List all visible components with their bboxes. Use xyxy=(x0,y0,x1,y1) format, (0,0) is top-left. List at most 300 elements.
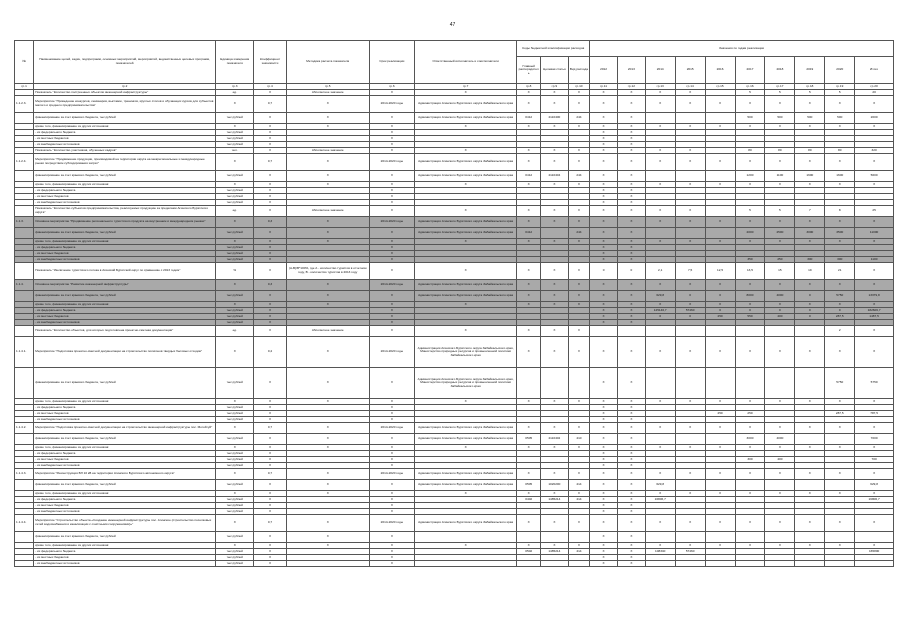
column-number-cell: гр.9 xyxy=(540,84,568,90)
table-cell: X xyxy=(254,368,286,399)
row-name: - из местных бюджетов xyxy=(34,251,216,257)
table-cell: X xyxy=(855,491,894,497)
table-cell: 0 xyxy=(705,291,735,302)
table-cell xyxy=(540,228,568,239)
table-cell: 0412 xyxy=(517,228,541,239)
header-year: 2014 xyxy=(645,57,675,84)
table-cell: Администрация Агинского Бурятского округа Забайкальского края, Министерство природных ресурсов и промышленной политики Забайкальского края xyxy=(414,337,517,368)
table-cell: X xyxy=(369,148,414,154)
table-cell: 4000 xyxy=(765,291,795,302)
table-cell: X xyxy=(286,434,369,445)
column-number-cell: гр.8 xyxy=(517,84,541,90)
table-cell: X xyxy=(645,337,675,368)
table-cell: X xyxy=(414,148,517,154)
column-number-cell: гр.13 xyxy=(645,84,675,90)
table-cell: X xyxy=(645,154,675,171)
row-name: - из местных бюджетов xyxy=(34,457,216,463)
table-cell: X xyxy=(675,148,705,154)
row-name: Показатель "Количество участников, обученных кадров" xyxy=(34,148,216,154)
table-cell: X xyxy=(765,154,795,171)
table-cell: X xyxy=(617,188,645,194)
row-name: Мероприятие "Продвижение продукции, производимой на территории округа на межрегиональные и международные рынки посредством субсидирования затрат" xyxy=(34,154,216,171)
table-cell xyxy=(675,228,705,239)
table-cell: X xyxy=(617,320,645,326)
table-cell: 5750 xyxy=(855,368,894,399)
table-cell: X xyxy=(517,124,541,130)
table-row xyxy=(15,561,894,567)
row-name: кроме того, финансирование из других источников: xyxy=(34,239,216,245)
table-cell xyxy=(795,434,825,445)
table-cell: 500 xyxy=(795,113,825,124)
table-cell: X xyxy=(705,491,735,497)
table-cell: X xyxy=(369,263,414,280)
table-cell xyxy=(705,532,735,543)
table-cell: X xyxy=(568,96,589,113)
table-cell: 0 xyxy=(795,308,825,314)
table-row xyxy=(15,291,894,302)
table-body xyxy=(15,90,894,567)
table-cell: X xyxy=(568,206,589,217)
column-number-cell: гр.5 xyxy=(286,84,369,90)
table-cell: X xyxy=(590,469,618,480)
table-cell: X xyxy=(617,206,645,217)
table-cell: X xyxy=(215,239,253,245)
table-cell: 629,8 xyxy=(645,480,675,491)
table-cell: X xyxy=(645,217,675,228)
table-cell: X xyxy=(254,171,286,182)
table-cell: 80 xyxy=(795,148,825,154)
table-cell xyxy=(705,171,735,182)
table-cell xyxy=(795,480,825,491)
row-name: финансирование за счет краевого бюджета, тыс.рублей xyxy=(34,434,216,445)
table-cell: X xyxy=(517,96,541,113)
table-cell: X xyxy=(617,491,645,497)
table-cell: тыс.рублей xyxy=(215,555,253,561)
table-cell: 500 xyxy=(735,113,765,124)
table-cell: X xyxy=(617,463,645,469)
program-table xyxy=(14,40,894,567)
table-cell: X xyxy=(855,263,894,280)
table-row xyxy=(15,480,894,491)
table-cell: чел. xyxy=(215,148,253,154)
table-cell: X xyxy=(795,337,825,368)
table-cell: X xyxy=(855,124,894,130)
table-cell: X xyxy=(617,280,645,291)
table-cell: X xyxy=(825,96,855,113)
table-cell: 0 xyxy=(675,314,705,320)
header-method: Методика расчета показателя xyxy=(286,41,369,84)
table-cell: 13,5 xyxy=(735,263,765,280)
table-cell: X xyxy=(540,148,568,154)
table-cell: X xyxy=(540,337,568,368)
table-cell: X xyxy=(617,136,645,142)
table-cell: X xyxy=(568,326,589,337)
table-cell: X xyxy=(735,337,765,368)
table-row xyxy=(15,217,894,228)
table-cell: 500 xyxy=(765,113,795,124)
table-cell: X xyxy=(765,302,795,308)
table-cell: X xyxy=(675,423,705,434)
table-cell: X xyxy=(795,445,825,451)
table-cell: тыс.рублей xyxy=(215,257,253,263)
table-cell: X xyxy=(540,302,568,308)
table-cell: тыс.рублей xyxy=(215,245,253,251)
table-cell: X xyxy=(765,124,795,130)
table-cell: X xyxy=(517,206,541,217)
table-cell: X xyxy=(617,561,645,567)
table-cell: X xyxy=(705,445,735,451)
table-cell: X xyxy=(590,445,618,451)
table-cell: 0 xyxy=(795,291,825,302)
table-cell: X xyxy=(568,182,589,188)
table-cell: 0 xyxy=(765,308,795,314)
table-cell xyxy=(735,480,765,491)
table-cell: X xyxy=(590,154,618,171)
table-cell xyxy=(855,561,894,567)
table-cell: 19 xyxy=(795,263,825,280)
row-name: - из внебюджетных источников xyxy=(34,463,216,469)
header-year: 2018 xyxy=(765,57,795,84)
table-cell: X xyxy=(617,337,645,368)
row-name: - из федерального бюджета xyxy=(34,130,216,136)
table-cell: 0,4 xyxy=(254,337,286,368)
row-name: Мероприятие "Подготовка проектно-сметной документации на строительство инженерной инфраструктуры пос. Могойтуй" xyxy=(34,423,216,434)
table-cell: X xyxy=(540,280,568,291)
table-cell: X xyxy=(617,245,645,251)
table-cell: X xyxy=(617,497,645,503)
table-cell xyxy=(568,368,589,399)
table-cell: X xyxy=(414,239,517,245)
table-cell: X xyxy=(675,90,705,96)
table-cell: тыс.рублей xyxy=(215,411,253,417)
table-cell: X xyxy=(414,399,517,405)
table-cell: Администрация Агинского Бурятского округа Забайкальского края xyxy=(414,469,517,480)
table-cell: X xyxy=(254,124,286,130)
table-cell: X xyxy=(617,217,645,228)
table-cell: 244 xyxy=(568,228,589,239)
table-cell: X xyxy=(825,469,855,480)
table-cell: X xyxy=(590,148,618,154)
table-cell: 0 xyxy=(617,263,645,280)
table-cell: 5 xyxy=(735,90,765,96)
table-cell xyxy=(825,561,855,567)
table-cell: X xyxy=(286,96,369,113)
table-cell: X xyxy=(286,515,369,532)
column-number-cell: гр.3 xyxy=(215,84,253,90)
table-cell: 5 xyxy=(765,206,795,217)
table-cell: X xyxy=(517,337,541,368)
table-cell: 1485214 xyxy=(540,549,568,555)
table-cell: X xyxy=(568,124,589,130)
table-cell: X xyxy=(617,314,645,320)
column-number-cell: гр.1 xyxy=(15,84,34,90)
table-cell: X xyxy=(617,182,645,188)
table-cell: X xyxy=(517,423,541,434)
table-cell: X xyxy=(540,239,568,245)
table-cell xyxy=(735,326,765,337)
table-cell: X xyxy=(855,182,894,188)
table-cell: Администрация Агинского Бурятского округа Забайкальского края xyxy=(414,96,517,113)
table-cell: X xyxy=(675,491,705,497)
table-cell: X xyxy=(215,491,253,497)
table-cell: X xyxy=(215,217,253,228)
row-code: 1.1.4.2. xyxy=(15,423,34,434)
table-cell xyxy=(286,561,369,567)
table-cell: 350 xyxy=(735,257,765,263)
table-cell: X xyxy=(517,445,541,451)
header-year: 2013 xyxy=(617,57,645,84)
table-cell: тыс.рублей xyxy=(215,480,253,491)
table-cell: тыс.рублей xyxy=(215,113,253,124)
table-cell: X xyxy=(590,142,618,148)
table-cell: тыс.рублей xyxy=(215,320,253,326)
table-cell xyxy=(795,532,825,543)
table-cell: 0412 xyxy=(517,171,541,182)
table-cell: Администрация Агинского Бурятского округа Забайкальского края xyxy=(414,291,517,302)
table-cell: X xyxy=(286,399,369,405)
table-cell: X xyxy=(617,142,645,148)
table-cell: X xyxy=(590,194,618,200)
table-cell: 0,7 xyxy=(254,515,286,532)
table-cell: 1100 xyxy=(855,257,894,263)
table-cell xyxy=(517,561,541,567)
table-cell: X xyxy=(254,532,286,543)
table-cell: 414 xyxy=(568,497,589,503)
column-number-cell: гр.6 xyxy=(369,84,414,90)
table-cell: X xyxy=(795,469,825,480)
row-code: 1.1.2.4. xyxy=(15,154,34,171)
table-cell: X xyxy=(414,445,517,451)
table-cell: X xyxy=(825,302,855,308)
table-cell: X xyxy=(286,491,369,497)
table-cell xyxy=(825,434,855,445)
table-cell: X xyxy=(568,90,589,96)
row-name: - из местных бюджетов xyxy=(34,136,216,142)
table-cell: X xyxy=(517,515,541,532)
table-cell: 12,5 xyxy=(705,263,735,280)
table-cell: X xyxy=(215,469,253,480)
table-cell xyxy=(795,326,825,337)
row-code xyxy=(15,263,34,280)
table-cell: X xyxy=(254,561,286,567)
table-cell: X xyxy=(765,280,795,291)
table-cell: 0,7 xyxy=(254,469,286,480)
table-cell: 5600 xyxy=(855,171,894,182)
table-cell: 20 xyxy=(855,90,894,96)
table-cell: X xyxy=(254,148,286,154)
table-cell: 414 xyxy=(568,549,589,555)
row-name: - из федерального бюджета xyxy=(34,549,216,555)
table-cell xyxy=(645,228,675,239)
table-cell: X xyxy=(369,257,414,263)
table-cell: 11000 xyxy=(855,228,894,239)
table-cell xyxy=(645,532,675,543)
table-cell: X xyxy=(286,543,369,549)
table-cell: X xyxy=(590,434,618,445)
table-cell xyxy=(568,532,589,543)
table-cell: X xyxy=(675,302,705,308)
table-cell: 0 xyxy=(825,308,855,314)
table-cell: X xyxy=(675,124,705,130)
table-cell: X xyxy=(286,113,369,124)
table-cell: X xyxy=(369,239,414,245)
table-cell: 1200 xyxy=(735,171,765,182)
table-cell xyxy=(517,368,541,399)
table-cell: X xyxy=(825,337,855,368)
table-cell: Абсолютное значение xyxy=(286,206,369,217)
table-cell: X xyxy=(617,251,645,257)
column-number-cell: гр.19 xyxy=(825,84,855,90)
table-cell: тыс.рублей xyxy=(215,463,253,469)
column-number-cell: гр.17 xyxy=(765,84,795,90)
table-cell: X xyxy=(254,405,286,411)
table-cell: тыс.рублей xyxy=(215,509,253,515)
table-cell: X xyxy=(590,251,618,257)
row-name: финансирование за счет краевого бюджета, тыс.рублей xyxy=(34,480,216,491)
table-cell: X xyxy=(590,171,618,182)
table-cell: X xyxy=(254,142,286,148)
table-cell: X xyxy=(675,399,705,405)
table-cell xyxy=(675,368,705,399)
table-cell: X xyxy=(795,239,825,245)
table-cell: X xyxy=(540,423,568,434)
table-cell: X xyxy=(795,399,825,405)
table-cell: X xyxy=(645,302,675,308)
table-row xyxy=(15,434,894,445)
table-cell: X xyxy=(254,509,286,515)
table-cell: X xyxy=(795,515,825,532)
table-cell: 2110402 xyxy=(540,434,568,445)
table-cell: X xyxy=(825,154,855,171)
table-cell: 2500 xyxy=(765,228,795,239)
table-cell xyxy=(765,561,795,567)
table-cell xyxy=(735,368,765,399)
table-cell: 0,3 xyxy=(254,217,286,228)
table-cell: Администрация Агинского Бурятского округа Забайкальского края xyxy=(414,280,517,291)
table-cell: тыс.рублей xyxy=(215,451,253,457)
table-cell: X xyxy=(369,399,414,405)
table-cell: X xyxy=(414,543,517,549)
table-cell: X xyxy=(645,515,675,532)
table-cell: X xyxy=(645,423,675,434)
table-cell xyxy=(617,326,645,337)
table-cell: X xyxy=(855,302,894,308)
table-cell: X xyxy=(675,206,705,217)
table-cell: X xyxy=(215,543,253,549)
table-cell: X xyxy=(568,302,589,308)
table-cell: тыс.рублей xyxy=(215,561,253,567)
table-cell xyxy=(675,434,705,445)
table-cell: X xyxy=(254,463,286,469)
table-cell: X xyxy=(765,337,795,368)
table-cell: 13379,8 xyxy=(855,291,894,302)
table-cell: X xyxy=(369,509,414,515)
table-cell: X xyxy=(517,182,541,188)
table-cell: 5 xyxy=(825,90,855,96)
table-cell: 0 xyxy=(705,308,735,314)
row-name: кроме того, финансирование из других источников: xyxy=(34,445,216,451)
table-cell: X xyxy=(369,411,414,417)
table-cell: Абсолютное значение xyxy=(286,326,369,337)
table-cell: X xyxy=(517,280,541,291)
table-cell: X xyxy=(617,171,645,182)
row-code xyxy=(15,368,34,399)
table-cell: тыс.рублей xyxy=(215,549,253,555)
table-cell: X xyxy=(617,457,645,463)
table-cell: X xyxy=(369,194,414,200)
table-row xyxy=(15,368,894,399)
table-cell: 1600 xyxy=(795,171,825,182)
table-cell: X xyxy=(705,280,735,291)
table-cell: X xyxy=(765,423,795,434)
column-number-cell: гр.14 xyxy=(675,84,705,90)
table-cell: тыс.рублей xyxy=(215,142,253,148)
header-name: Наименование целей, задач, подпрограмм, основных мероприятий, мероприятий, ведомственных целевых программ, показателей xyxy=(34,41,216,84)
column-number-cell: гр.12 xyxy=(617,84,645,90)
table-cell: X xyxy=(568,399,589,405)
row-name: Показатель "Количество объектов, для которых подготовлена проектно-сметная документация" xyxy=(34,326,216,337)
table-cell: X xyxy=(286,171,369,182)
table-cell: X xyxy=(705,124,735,130)
table-cell: X xyxy=(517,469,541,480)
table-row xyxy=(15,469,894,480)
table-cell: X xyxy=(765,182,795,188)
table-cell: X xyxy=(540,469,568,480)
table-cell: 400 xyxy=(765,457,795,463)
table-cell: 5 xyxy=(765,90,795,96)
table-cell: 250 xyxy=(735,411,765,417)
table-cell: X xyxy=(215,96,253,113)
row-code: 1.1.2.3. xyxy=(15,96,34,113)
table-cell: X xyxy=(855,543,894,549)
row-code: 1.1.4.1. xyxy=(15,337,34,368)
table-cell: X xyxy=(705,182,735,188)
table-cell: X xyxy=(590,217,618,228)
table-cell: X xyxy=(590,503,618,509)
row-code xyxy=(15,480,34,491)
table-cell: X xyxy=(617,555,645,561)
table-cell: 244 xyxy=(568,171,589,182)
table-cell xyxy=(675,326,705,337)
table-cell xyxy=(855,532,894,543)
table-cell: X xyxy=(286,291,369,302)
table-cell: X xyxy=(286,337,369,368)
table-cell: X xyxy=(855,326,894,337)
table-cell: X xyxy=(795,543,825,549)
table-cell: X xyxy=(590,245,618,251)
table-cell xyxy=(705,113,735,124)
table-cell: X xyxy=(254,263,286,280)
table-cell: X xyxy=(735,302,765,308)
column-number-cell: гр.20 xyxy=(855,84,894,90)
table-cell: X xyxy=(568,148,589,154)
table-cell: X xyxy=(617,257,645,263)
table-cell: X xyxy=(414,491,517,497)
table-cell: X xyxy=(795,217,825,228)
table-cell: X xyxy=(855,337,894,368)
table-cell: X xyxy=(590,515,618,532)
table-cell: X xyxy=(215,182,253,188)
table-cell: X xyxy=(617,543,645,549)
table-cell: 0412 xyxy=(517,113,541,124)
table-cell: X xyxy=(590,368,618,399)
table-cell: X xyxy=(215,445,253,451)
table-cell: 250 xyxy=(765,257,795,263)
table-cell: тыс.рублей xyxy=(215,194,253,200)
row-code xyxy=(15,228,34,239)
table-cell: X xyxy=(286,480,369,491)
table-cell: 182606,7 xyxy=(855,308,894,314)
